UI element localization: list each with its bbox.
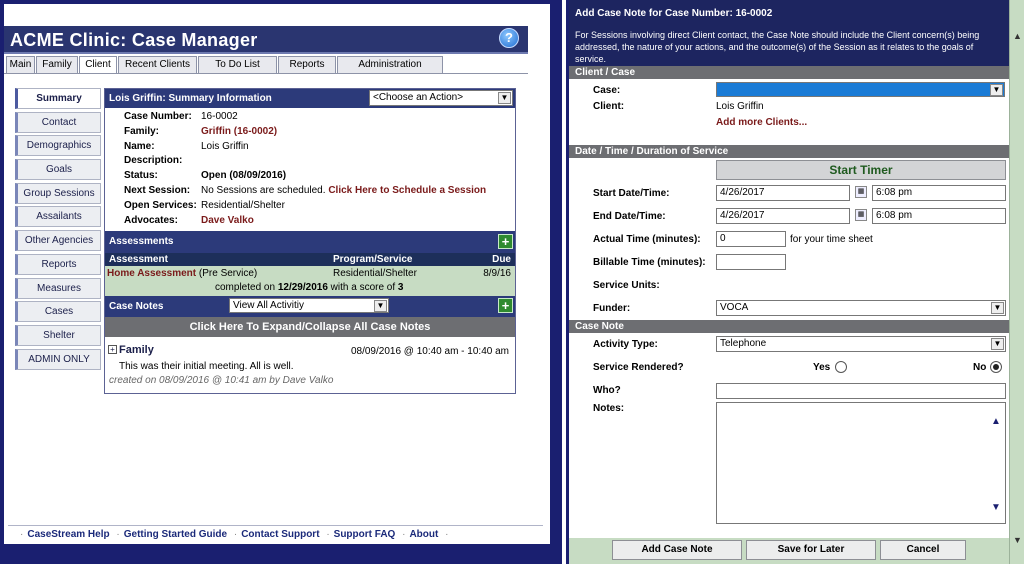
add-assessment-icon[interactable]: +	[498, 234, 513, 249]
family-link[interactable]: Griffin (16-0002)	[201, 125, 278, 137]
who-label: Who?	[593, 385, 621, 396]
funder-value: VOCA	[720, 302, 749, 313]
start-time-input[interactable]: 6:08 pm	[872, 185, 1006, 201]
name-row	[105, 140, 515, 155]
actual-time-label: Actual Time (minutes):	[593, 234, 701, 245]
summary-panel	[104, 88, 516, 394]
assessment-link[interactable]: Home Assessment	[107, 268, 197, 280]
calendar-icon[interactable]: ▦	[855, 186, 867, 198]
col-program: Program/Service	[333, 254, 413, 266]
schedule-session-link[interactable]: Click Here to Schedule a Session	[328, 184, 487, 196]
billable-time-input[interactable]	[716, 254, 786, 270]
assessment-type: (Pre Service)	[198, 268, 258, 280]
name-label: Name:	[124, 140, 155, 152]
save-for-later-button[interactable]: Save for Later	[746, 540, 876, 560]
yes-label: Yes	[813, 362, 831, 373]
note-date: 08/09/2016 @ 10:40 am - 10:40 am	[350, 346, 509, 358]
end-time-input[interactable]: 6:08 pm	[872, 208, 1006, 224]
section-date-time: Date / Time / Duration of Service	[569, 145, 1009, 158]
case-notes-header	[105, 296, 515, 317]
case-manager-content	[4, 4, 550, 544]
sidebar-item-measures[interactable]: Measures	[15, 278, 101, 299]
assessments-table-header	[105, 253, 515, 266]
radio-selected-dot	[993, 364, 999, 370]
dialog-scrollbar[interactable]	[1009, 0, 1024, 564]
start-timer-button[interactable]: Start Timer	[716, 160, 1006, 180]
dialog-title: Add Case Note for Case Number: 16-0002	[569, 0, 1009, 28]
summary-info	[105, 108, 515, 228]
col-due: Due	[492, 254, 511, 266]
sidebar-item-summary[interactable]: Summary	[15, 88, 101, 109]
add-case-note-icon[interactable]: +	[498, 298, 513, 313]
service-rendered-label: Service Rendered?	[593, 362, 684, 373]
add-case-note-dialog	[566, 0, 1024, 564]
assessments-title: Assessments	[109, 236, 174, 248]
tab-main[interactable]: Main	[6, 56, 35, 73]
end-date-input[interactable]: 4/26/2017	[716, 208, 850, 224]
chevron-down-icon: ▼	[990, 84, 1003, 96]
sidebar-item-goals[interactable]: Goals	[15, 159, 101, 180]
assessments-header	[105, 231, 515, 253]
case-number-value: 16-0002	[201, 111, 238, 122]
family-row	[105, 125, 515, 140]
footer-link-help[interactable]: CaseStream Help	[27, 529, 110, 540]
tab-administration[interactable]: Administration	[337, 56, 443, 73]
next-session-label: Next Session:	[124, 184, 191, 196]
case-notes-filter[interactable]	[229, 298, 389, 313]
sidebar-item-assailants[interactable]: Assailants	[15, 206, 101, 227]
funder-select[interactable]	[716, 300, 1006, 316]
dialog-body	[569, 28, 1009, 538]
note-author: Dave Valko	[282, 375, 334, 387]
status-row	[105, 169, 515, 184]
app-title: ACME Clinic: Case Manager	[10, 30, 258, 50]
start-date-input[interactable]: 4/26/2017	[716, 185, 850, 201]
footer-link-contact-support[interactable]: Contact Support	[241, 529, 320, 540]
no-label: No	[973, 362, 987, 373]
actual-time-input[interactable]: 0	[716, 231, 786, 247]
start-datetime-row	[569, 182, 1009, 205]
sidebar-item-demographics[interactable]: Demographics	[15, 135, 101, 156]
activity-type-select[interactable]	[716, 336, 1006, 352]
open-services-value: Residential/Shelter	[201, 199, 285, 211]
next-session-row	[105, 184, 515, 199]
assessment-score: 3	[397, 282, 404, 294]
dialog-buttons	[569, 538, 1009, 564]
footer-link-getting-started[interactable]: Getting Started Guide	[123, 529, 228, 540]
app-header	[4, 26, 528, 54]
tab-client[interactable]: Client	[79, 56, 117, 73]
notes-label: Notes:	[593, 403, 625, 414]
footer-link-faq[interactable]: Support FAQ	[333, 529, 396, 540]
note-title-text: Family	[119, 344, 154, 357]
scroll-down-icon[interactable]: ▼	[1013, 535, 1022, 545]
timer-row	[569, 158, 1009, 182]
activity-type-row	[569, 333, 1009, 356]
end-datetime-label: End Date/Time:	[593, 211, 666, 222]
expand-collapse-notes[interactable]: Click Here To Expand/Collapse All Case Notes	[105, 317, 515, 337]
completed-date: 12/29/2016	[277, 282, 328, 294]
who-row	[569, 379, 1009, 402]
next-session-value: No Sessions are scheduled.	[201, 184, 326, 196]
sidebar-item-other-agencies[interactable]: Other Agencies	[15, 230, 101, 251]
instructions: For Sessions involving direct Client contact, the Case Note should include the Client concern(s) being addressed, the nature of your actions, and the outcome(s) of the Session as it relates to the goals of service.	[569, 28, 1009, 66]
no-radio[interactable]	[990, 361, 1002, 373]
service-units-label: Service Units:	[593, 280, 660, 291]
assessment-program: Residential/Shelter	[333, 268, 417, 280]
completed-prefix: completed on	[215, 282, 278, 294]
summary-header	[105, 89, 515, 108]
status-label: Status:	[124, 170, 158, 182]
family-label: Family:	[124, 125, 160, 137]
funder-label: Funder:	[593, 303, 631, 314]
status-value: Open (08/09/2016)	[201, 170, 287, 182]
case-number-row	[105, 110, 515, 125]
case-select[interactable]	[716, 82, 1005, 97]
summary-title: Lois Griffin: Summary Information	[109, 93, 272, 104]
advocates-row	[105, 214, 515, 229]
main-tabs	[6, 56, 444, 73]
actual-time-hint: for your time sheet	[790, 234, 873, 245]
completed-suffix: with a score of	[327, 282, 398, 294]
start-datetime-label: Start Date/Time:	[593, 188, 670, 199]
notes-textarea[interactable]	[716, 402, 1006, 524]
case-row	[569, 79, 1009, 99]
client-row	[569, 99, 1009, 115]
chevron-down-icon: ▼	[374, 300, 387, 312]
sidebar-item-admin-only[interactable]: ADMIN ONLY	[15, 349, 101, 370]
client-value: Lois Griffin	[716, 101, 764, 112]
notes-row	[569, 402, 1009, 532]
add-case-note-button[interactable]: Add Case Note	[612, 540, 742, 560]
case-notes-title: Case Notes	[109, 301, 164, 313]
cancel-button[interactable]: Cancel	[880, 540, 966, 560]
case-number-label: Case Number:	[124, 111, 192, 122]
advocates-label: Advocates:	[124, 214, 178, 226]
end-datetime-row	[569, 205, 1009, 228]
help-icon[interactable]: ?	[499, 28, 519, 48]
note-meta	[109, 375, 333, 386]
action-select[interactable]	[369, 90, 513, 106]
description-label: Description:	[124, 155, 183, 167]
name-value: Lois Griffin	[201, 140, 249, 152]
tab-family[interactable]: Family	[36, 56, 78, 73]
funder-row	[569, 297, 1009, 320]
section-client-case: Client / Case	[569, 66, 1009, 79]
client-sidebar	[15, 88, 101, 372]
activity-type-value: Telephone	[720, 338, 767, 349]
sidebar-item-contact[interactable]: Contact	[15, 112, 101, 133]
note-meta-prefix: created on 08/09/2016 @ 10:41 am by	[109, 375, 283, 387]
add-clients-row	[569, 115, 1009, 145]
tab-divider	[4, 73, 528, 74]
notes-scroll-up-icon[interactable]: ▲	[991, 416, 1001, 427]
sidebar-item-cases[interactable]: Cases	[15, 301, 101, 322]
billable-time-row	[569, 251, 1009, 274]
note-body: This was their initial meeting. All is well.	[119, 361, 294, 373]
chevron-down-icon: ▼	[991, 302, 1004, 314]
add-more-clients-link[interactable]: Add more Clients...	[716, 117, 808, 128]
open-services-label: Open Services:	[124, 199, 197, 211]
calendar-icon[interactable]: ▦	[855, 209, 867, 221]
chevron-down-icon: ▼	[498, 92, 511, 104]
case-label: Case:	[593, 85, 621, 96]
list-item	[105, 337, 515, 397]
footer-link-about[interactable]: About	[409, 529, 439, 540]
yes-radio[interactable]	[835, 361, 847, 373]
open-services-row	[105, 199, 515, 214]
scroll-up-icon[interactable]: ▲	[1013, 31, 1022, 41]
note-title[interactable]	[108, 344, 154, 356]
notes-scroll-down-icon[interactable]: ▼	[991, 502, 1001, 513]
assessment-due: 8/9/16	[483, 268, 511, 280]
footer-links: · CaseStream Help · Getting Started Guide · Contact Support · Support FAQ · About ·	[8, 525, 543, 543]
table-row	[105, 266, 515, 296]
description-row	[105, 154, 515, 169]
service-units-row	[569, 274, 1009, 297]
client-label: Client:	[593, 101, 625, 112]
advocate-link[interactable]: Dave Valko	[201, 214, 254, 226]
actual-time-row	[569, 228, 1009, 251]
chevron-down-icon: ▼	[991, 338, 1004, 350]
sidebar-item-group-sessions[interactable]: Group Sessions	[15, 183, 101, 204]
case-notes-filter-value: View All Activitiy	[233, 300, 304, 312]
description-value	[201, 154, 515, 169]
sidebar-item-reports[interactable]: Reports	[15, 254, 101, 275]
sidebar-item-shelter[interactable]: Shelter	[15, 325, 101, 346]
section-case-note: Case Note	[569, 320, 1009, 333]
col-assessment: Assessment	[109, 254, 168, 266]
tab-reports[interactable]: Reports	[278, 56, 336, 73]
expand-icon[interactable]: +	[108, 345, 117, 354]
billable-time-label: Billable Time (minutes):	[593, 257, 706, 268]
activity-type-label: Activity Type:	[593, 339, 658, 350]
action-select-value: <Choose an Action>	[373, 92, 464, 103]
tab-recent-clients[interactable]: Recent Clients	[118, 56, 197, 73]
who-input[interactable]	[716, 383, 1006, 399]
tab-to-do-list[interactable]: To Do List	[198, 56, 277, 73]
service-rendered-row	[569, 356, 1009, 379]
